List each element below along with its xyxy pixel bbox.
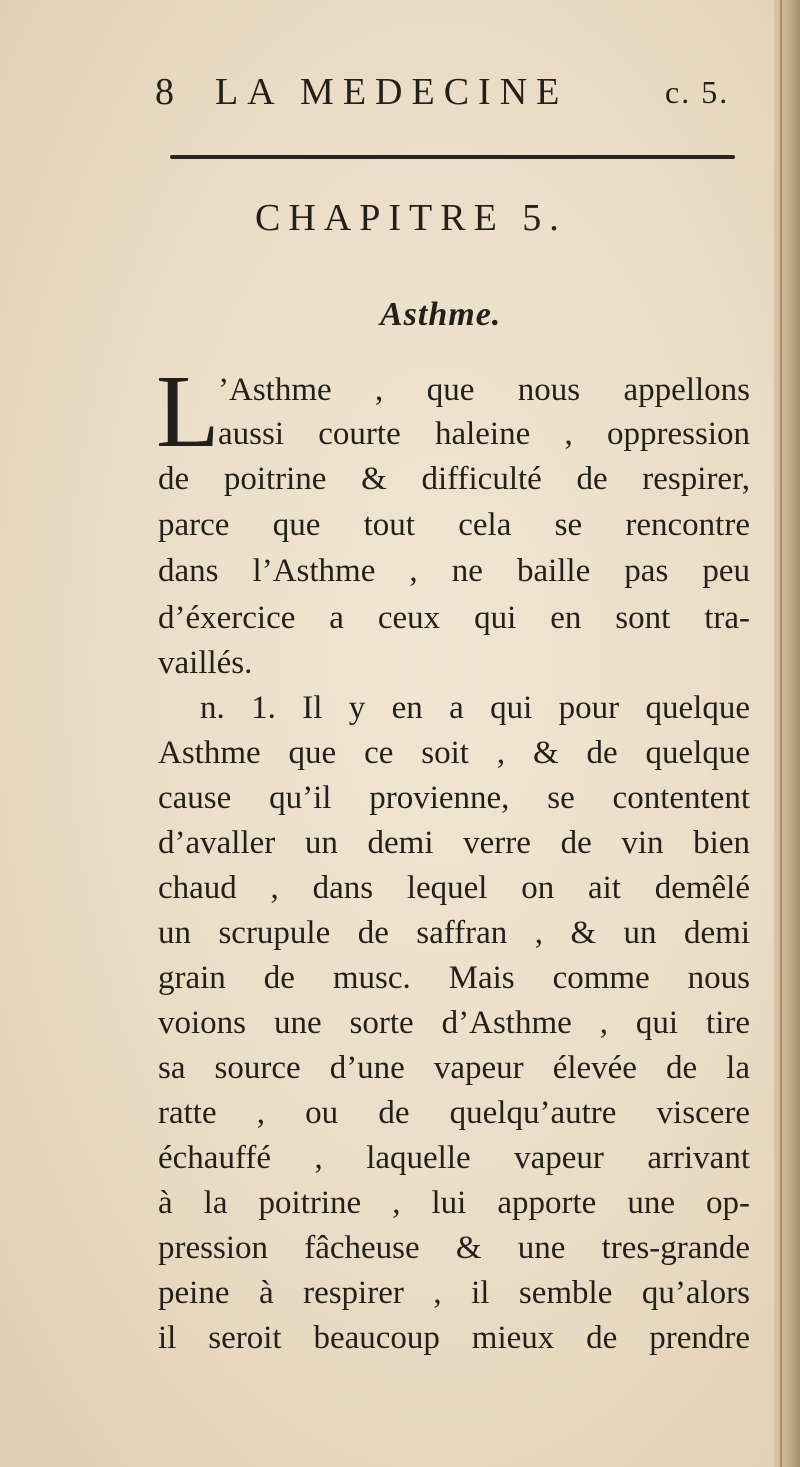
chapter-reference: c. 5.	[665, 74, 730, 110]
text-line: voions une sorte d’Asthme , qui tire	[158, 1005, 750, 1041]
text-line: sa source d’une vapeur élevée de la	[158, 1050, 750, 1086]
running-header	[155, 70, 770, 120]
text-line: parce que tout cela se rencontre	[158, 507, 750, 543]
running-title: LA MEDECINE	[215, 71, 569, 113]
text-line: peine à respirer , il semble qu’alors	[158, 1275, 750, 1311]
section-title: Asthme.	[380, 296, 502, 333]
drop-cap: L	[156, 354, 220, 469]
text-line: Asthme que ce soit , & de quelque	[158, 735, 750, 771]
page-number: 8	[155, 71, 178, 113]
header-rule	[170, 155, 735, 159]
chapter-heading: CHAPITRE 5.	[255, 197, 567, 239]
text-line: à la poitrine , lui apporte une op-	[158, 1185, 750, 1221]
text-line: pression fâcheuse & une tres-grande	[158, 1230, 750, 1266]
text-line: ratte , ou de quelqu’autre viscere	[158, 1095, 750, 1131]
text-line: grain de musc. Mais comme nous	[158, 960, 750, 996]
spine-shadow	[780, 0, 782, 1467]
text-line: échauffé , laquelle vapeur arrivant	[158, 1140, 750, 1176]
text-line: il seroit beaucoup mieux de prendre	[158, 1320, 750, 1356]
text-line: cause qu’il provienne, se contentent	[158, 780, 750, 816]
page-edge	[774, 0, 800, 1467]
text-line: ’Asthme , que nous appellons	[218, 372, 750, 408]
text-line: de poitrine & difficulté de respirer,	[158, 461, 750, 497]
text-line: vaillés.	[158, 645, 253, 681]
text-line: chaud , dans lequel on ait demêlé	[158, 870, 750, 906]
text-line: d’éxercice a ceux qui en sont tra-	[158, 600, 750, 636]
text-line: dans l’Asthme , ne baille pas peu	[158, 553, 750, 589]
text-line: un scrupule de saffran , & un demi	[158, 915, 750, 951]
text-line: aussi courte haleine , oppression	[218, 416, 750, 452]
text-line: d’avaller un demi verre de vin bien	[158, 825, 750, 861]
text-line: n. 1. Il y en a qui pour quelque	[200, 690, 750, 726]
